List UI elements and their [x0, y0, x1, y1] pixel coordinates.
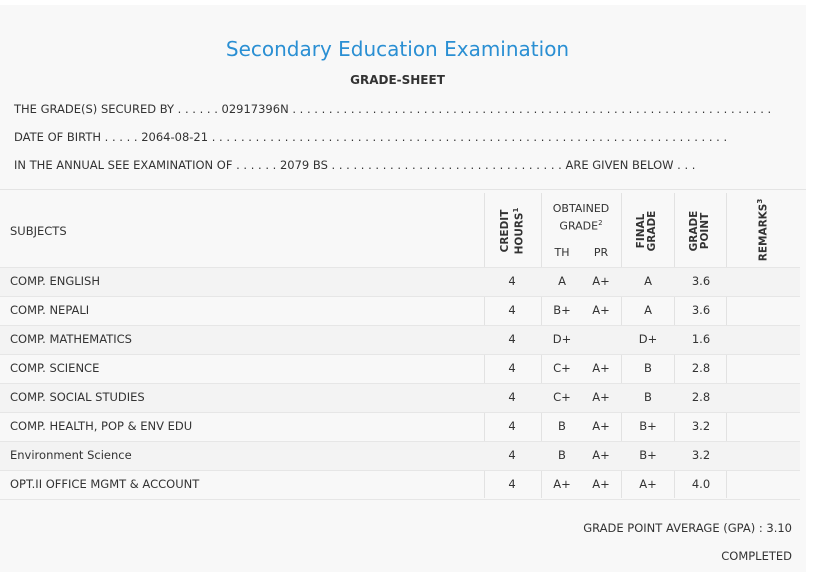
- header-subjects: SUBJECTS: [10, 224, 67, 238]
- grade-point-cell: 4.0: [691, 477, 711, 491]
- row-divider: [0, 267, 800, 268]
- subject-cell: COMP. MATHEMATICS: [10, 332, 132, 346]
- table-row: [0, 354, 800, 383]
- result-status: COMPLETED: [721, 549, 792, 563]
- page-title: Secondary Education Examination: [225, 37, 570, 61]
- divider: [0, 189, 806, 190]
- grade-point-cell: 3.6: [691, 303, 711, 317]
- header-credit-text: CREDIT HOURS: [499, 209, 526, 255]
- header-grade: GRADE: [559, 219, 599, 233]
- credit-cell: 4: [508, 361, 516, 375]
- final-grade-cell: D+: [638, 332, 658, 346]
- info-exam: IN THE ANNUAL SEE EXAMINATION OF . . . . . . 2079 BS . . . . . . . . . . . . . . . . . . . . . . . . . . . . . . . . ARE GIVEN BELOW . . .: [14, 158, 696, 172]
- header-obtained: OBTAINED: [552, 202, 610, 215]
- header-grade-wrap: [541, 216, 621, 234]
- row-divider: [0, 383, 800, 384]
- credit-cell: 4: [508, 274, 516, 288]
- row-divider: [0, 412, 800, 413]
- final-grade-cell: B+: [639, 448, 657, 462]
- pr-grade-cell: A+: [592, 303, 610, 317]
- subject-cell: COMP. ENGLISH: [10, 274, 100, 288]
- final-grade-cell: A: [644, 303, 652, 317]
- th-grade-cell: D+: [552, 332, 572, 346]
- credit-cell: 4: [508, 448, 516, 462]
- row-divider: [0, 296, 800, 297]
- header-th: TH: [554, 246, 570, 259]
- row-divider: [0, 499, 800, 500]
- info-secured-by: THE GRADE(S) SECURED BY . . . . . . 02917396N . . . . . . . . . . . . . . . . . . . . . . . . . . . . . . . . . . . . . . . . . . . . . . . . . . . . . . . . . . . . . . . . . .: [14, 102, 772, 116]
- pr-grade-cell: A+: [592, 477, 610, 491]
- header-obtained-grade: [541, 201, 621, 234]
- th-grade-cell: A: [558, 274, 566, 288]
- pr-grade-cell: A+: [592, 448, 610, 462]
- grade-point-cell: 3.2: [691, 448, 711, 462]
- row-divider: [0, 441, 800, 442]
- row-divider: [0, 354, 800, 355]
- table-row: [0, 412, 800, 441]
- subject-cell: COMP. SOCIAL STUDIES: [10, 390, 145, 404]
- grade-point-cell: 3.2: [691, 419, 711, 433]
- table-row: [0, 296, 800, 325]
- credit-cell: 4: [508, 390, 516, 404]
- grade-point-cell: 2.8: [691, 361, 711, 375]
- th-grade-cell: C+: [553, 390, 571, 404]
- subject-cell: COMP. SCIENCE: [10, 361, 100, 375]
- grade-point-cell: 3.6: [691, 274, 711, 288]
- header-remarks-sup: 3: [756, 198, 764, 204]
- page-subtitle: GRADE-SHEET: [350, 73, 445, 87]
- pr-grade-cell: [584, 325, 618, 354]
- th-grade-cell: B: [558, 448, 566, 462]
- header-grade-sup: 2: [598, 219, 603, 227]
- header-pr: PR: [593, 246, 609, 259]
- credit-cell: 4: [508, 332, 516, 346]
- th-grade-cell: A+: [553, 477, 571, 491]
- table-row: [0, 267, 800, 296]
- final-grade-cell: B: [644, 361, 652, 375]
- header-credit-hours: [500, 205, 524, 257]
- pr-grade-cell: A+: [592, 361, 610, 375]
- info-date-of-birth: DATE OF BIRTH . . . . . 2064-08-21 . . . . . . . . . . . . . . . . . . . . . . . . . . . . . . . . . . . . . . . . . . . . . . . . . . . . . . . . . . . . . . . . . . . . . . .: [14, 130, 728, 144]
- header-remarks-text: REMARKS: [757, 203, 770, 262]
- pr-grade-cell: A+: [592, 274, 610, 288]
- subject-cell: OPT.II OFFICE MGMT & ACCOUNT: [10, 477, 200, 491]
- subject-cell: COMP. NEPALI: [10, 303, 90, 317]
- grade-point-cell: 1.6: [691, 332, 711, 346]
- header-remarks: [755, 188, 769, 272]
- table-row: [0, 383, 800, 412]
- table-row: [0, 470, 800, 499]
- final-grade-cell: B+: [639, 419, 657, 433]
- pr-grade-cell: A+: [592, 419, 610, 433]
- credit-cell: 4: [508, 419, 516, 433]
- row-divider: [0, 325, 800, 326]
- credit-cell: 4: [508, 477, 516, 491]
- subject-cell: Environment Science: [10, 448, 132, 462]
- header-credit-sup: 1: [512, 207, 520, 213]
- subject-cell: COMP. HEALTH, POP & ENV EDU: [10, 419, 193, 433]
- header-grade-point: GRADE POINT: [688, 210, 711, 252]
- th-grade-cell: C+: [553, 361, 571, 375]
- gpa-summary: GRADE POINT AVERAGE (GPA) : 3.10: [583, 521, 792, 535]
- final-grade-cell: B: [644, 390, 652, 404]
- header-final-grade: FINAL GRADE: [635, 210, 658, 252]
- pr-grade-cell: A+: [592, 390, 610, 404]
- table-header: [0, 193, 800, 266]
- th-grade-cell: B+: [553, 303, 571, 317]
- credit-cell: 4: [508, 303, 516, 317]
- row-divider: [0, 470, 800, 471]
- table-row: [0, 325, 800, 354]
- table-row: [0, 441, 800, 470]
- final-grade-cell: A: [644, 274, 652, 288]
- th-grade-cell: B: [558, 419, 566, 433]
- final-grade-cell: A+: [639, 477, 657, 491]
- grade-point-cell: 2.8: [691, 390, 711, 404]
